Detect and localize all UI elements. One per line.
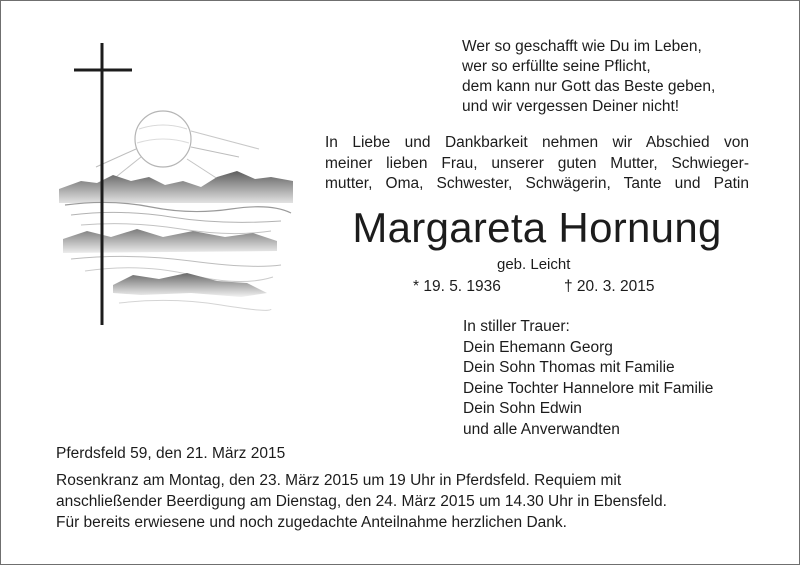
service-notes — [56, 470, 667, 533]
birth-date: * 19. 5. 1936 — [413, 278, 501, 295]
maiden-name: geb. Leicht — [497, 256, 571, 273]
poem-line: Wer so geschafft wie Du im Leben, — [462, 38, 702, 55]
poem-line: dem kann nur Gott das Beste geben, — [462, 78, 716, 95]
poem-line: wer so erfüllte seine Pflicht, — [462, 58, 651, 75]
notes-line: anschließender Beerdigung am Dienstag, den 24. März 2015 um 14.30 Uhr in Ebensfeld. — [56, 493, 667, 510]
intro-line: In Liebe und Dankbarkeit nehmen wir Abschied von — [325, 134, 749, 151]
intro-line: mutter, Oma, Schwester, Schwägerin, Tante und Patin — [325, 175, 749, 192]
sun-icon — [96, 111, 259, 181]
mountains-icon — [59, 171, 293, 310]
intro-line: meiner lieben Frau, unserer guten Mutter, Schwieger- — [325, 154, 749, 172]
notes-line: Rosenkranz am Montag, den 23. März 2015 um 19 Uhr in Pferdsfeld. Requiem mit — [56, 472, 622, 489]
mourner-entry: Dein Sohn Edwin — [463, 400, 582, 417]
farewell-intro — [325, 133, 749, 195]
poem-line: und wir vergessen Deiner nicht! — [462, 98, 680, 115]
deceased-name: Margareta Hornung — [352, 204, 722, 251]
mourners-list — [463, 317, 713, 440]
memorial-poem — [462, 37, 715, 117]
mourner-entry: Deine Tochter Hannelore mit Familie — [463, 379, 714, 397]
mourners-heading: In stiller Trauer: — [463, 318, 570, 335]
mourner-entry: und alle Anverwandten — [463, 420, 620, 438]
notes-line: Für bereits erwiesene und noch zugedachte Anteilnahme herzlichen Dank. — [56, 514, 567, 531]
place-date: Pferdsfeld 59, den 21. März 2015 — [56, 445, 286, 462]
mourner-entry: Dein Ehemann Georg — [463, 338, 613, 356]
mourner-entry: Dein Sohn Thomas mit Familie — [463, 359, 675, 376]
cross-landscape-illustration — [41, 31, 311, 331]
death-date: † 20. 3. 2015 — [564, 278, 655, 295]
